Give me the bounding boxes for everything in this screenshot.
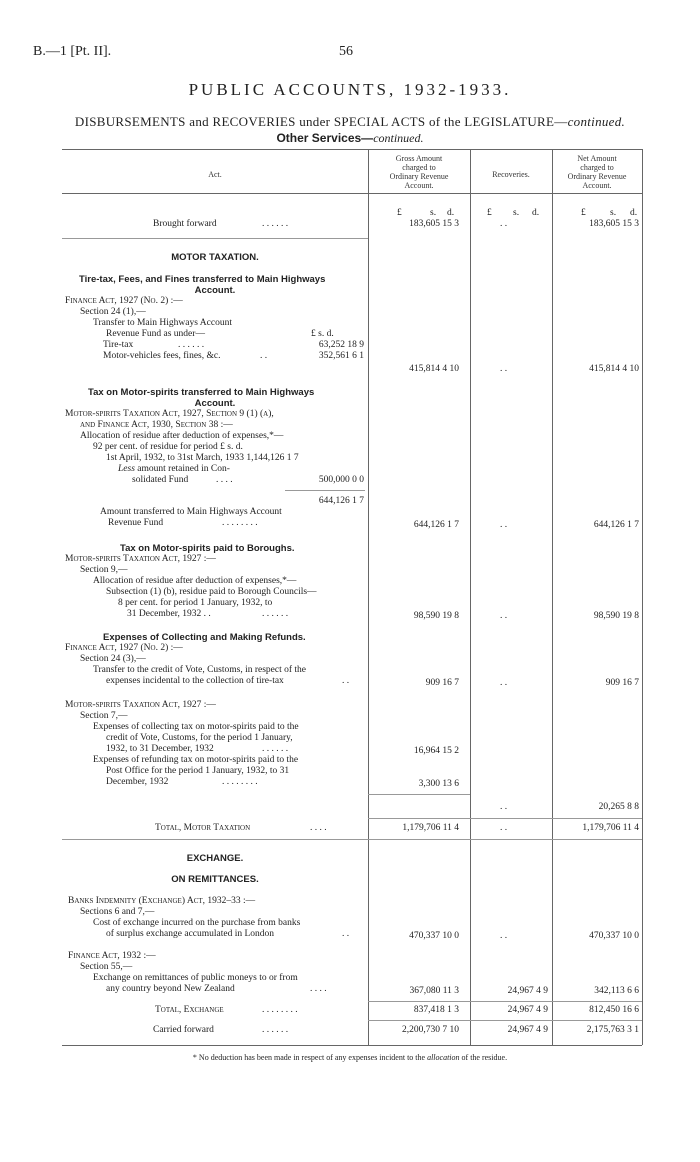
sub-heading: ON REMITTANCES. (171, 874, 259, 885)
line-text: of surplus exchange accumulated in London (106, 929, 275, 939)
amount-recoveries: . . (500, 678, 508, 688)
amount-recoveries: . . (500, 802, 508, 812)
leader-dots: . . . . . . (178, 340, 205, 350)
sub-heading: Account. (194, 285, 236, 296)
act-name: Motor-spirits Taxation Act, 1927 :— (65, 700, 216, 710)
section-ref: Section 7,— (80, 711, 128, 721)
total-net: 812,450 16 6 (589, 1005, 639, 1015)
leader-dots: . . (342, 929, 350, 939)
subtotal-rule (368, 794, 470, 795)
total-net: 1,179,706 11 4 (582, 823, 639, 833)
unit-header: £ s. d. (311, 329, 334, 339)
line-text: 1932, to 31 December, 1932 (106, 744, 214, 754)
line-text: Revenue Fund (108, 518, 164, 528)
line-text: expenses incidental to the collection of tire-tax (106, 676, 284, 686)
amount-recoveries: 24,967 4 9 (507, 986, 548, 996)
total-recoveries: . . (500, 823, 508, 833)
divider (62, 839, 642, 840)
inline-amount: 500,000 0 0 (318, 475, 364, 485)
line-text: Expenses of collecting tax on motor-spirits paid to the (93, 722, 299, 732)
act-name: Banks Indemnity (Exchange) Act, 1932–33 :— (68, 896, 256, 906)
unit-s: s. (430, 208, 437, 218)
act-name: Finance Act, 1927 (No. 2) :— (65, 296, 183, 306)
act-name: Motor-spirits Taxation Act, 1927 :— (65, 554, 216, 564)
page-number: 56 (339, 44, 353, 59)
amount-net: 470,337 10 0 (589, 931, 639, 941)
total-recoveries: 24,967 4 9 (507, 1005, 548, 1015)
leader-dots: . . . . (216, 475, 233, 485)
unit-s: s. (610, 208, 617, 218)
carried-forward-recoveries: 24,967 4 9 (507, 1025, 548, 1035)
line-text: 1st April, 1932, to 31st March, 1933 1,144,126 1 7 (106, 453, 299, 463)
header-bottom-rule (62, 193, 642, 194)
act-name: Finance Act, 1932 :— (68, 951, 156, 961)
section-ref: Sections 6 and 7,— (80, 907, 155, 917)
leader-dots: . . . . . . . . (222, 518, 258, 528)
page-subtitle: DISBURSEMENTS and RECOVERIES under SPECIAL ACTS of the LEGISLATURE—continued. (74, 114, 626, 129)
amount-recoveries: . . (500, 931, 508, 941)
brought-forward-net: 183,605 15 3 (589, 219, 639, 229)
inline-amount: 644,126 1 7 (318, 496, 364, 506)
section-heading: MOTOR TAXATION. (171, 252, 259, 263)
leader-dots: . . . . . . . . (222, 777, 258, 787)
subtotal-rule (285, 490, 365, 491)
line-text: Transfer to Main Highways Account (93, 318, 232, 328)
amount-recoveries: . . (500, 611, 508, 621)
unit-pound: £ (397, 208, 402, 218)
inline-amount: 352,561 6 1 (318, 351, 364, 361)
act-name: Finance Act, 1927 (No. 2) :— (65, 643, 183, 653)
column-divider (368, 149, 369, 1045)
total-label: Total, Motor Taxation (155, 823, 251, 833)
unit-d: d. (630, 208, 638, 218)
sub-heading: Expenses of Collecting and Making Refunds. (103, 632, 306, 643)
total-rule (368, 1001, 642, 1002)
amount-gross: 3,300 13 6 (418, 779, 459, 789)
amount-net: 98,590 19 8 (593, 611, 639, 621)
act-name: and Finance Act, 1930, Section 38 :— (80, 420, 233, 430)
amount-gross: 98,590 19 8 (413, 611, 459, 621)
amount-net: 415,814 4 10 (589, 364, 639, 374)
line-text: Revenue Fund as under— (106, 329, 205, 339)
unit-s: s. (513, 208, 520, 218)
amount-recoveries: . . (500, 520, 508, 530)
amount-recoveries: . . (500, 364, 508, 374)
divider (62, 238, 368, 239)
table-top-rule (62, 149, 642, 150)
line-text: Less amount retained in Con- (118, 464, 230, 474)
section-ref: Section 55,— (80, 962, 133, 972)
line-text: Expenses of refunding tax on motor-spirits paid to the (93, 755, 299, 765)
line-text: Exchange on remittances of public moneys to or from (93, 973, 298, 983)
leader-dots: . . . . . . (262, 609, 289, 619)
inline-amount: 63,252 18 9 (318, 340, 364, 350)
total-rule (368, 1020, 642, 1021)
line-text: Motor-vehicles fees, fines, &c. (103, 351, 221, 361)
unit-pound: £ (487, 208, 492, 218)
table-bottom-rule (62, 1045, 642, 1046)
unit-d: d. (447, 208, 455, 218)
total-label: Total, Exchange (155, 1005, 224, 1015)
amount-gross: 367,080 11 3 (409, 986, 459, 996)
leader-dots: . . . . . . . . (262, 1005, 298, 1015)
col-header-act: Act. (208, 170, 222, 179)
amount-net: 20,265 8 8 (598, 802, 639, 812)
col-header-gross: Gross Amount charged to Ordinary Revenue Account. (389, 154, 449, 190)
amount-net: 909 16 7 (605, 678, 639, 688)
sub-heading: Account. (194, 398, 236, 409)
amount-gross: 470,337 10 0 (409, 931, 459, 941)
column-divider (552, 149, 553, 1045)
line-text: Post Office for the period 1 January, 1932, to 31 (106, 766, 290, 776)
column-divider (470, 149, 471, 1045)
line-text: Tire-tax (103, 340, 134, 350)
col-header-net: Net Amount charged to Ordinary Revenue Account. (567, 154, 627, 190)
leader-dots: . . . . . . (262, 219, 289, 229)
carried-forward-net: 2,175,763 3 1 (586, 1025, 639, 1035)
section-ref: Section 24 (1),— (80, 307, 146, 317)
line-text: Transfer to the credit of Vote, Customs, in respect of the (93, 665, 307, 675)
section-title: Other Services—continued. (276, 131, 424, 145)
page-reference: B.—1 [Pt. II]. (33, 44, 112, 59)
section-heading: EXCHANGE. (186, 853, 244, 864)
brought-forward-gross: 183,605 15 3 (409, 219, 459, 229)
line-text: 31 December, 1932 . . (127, 609, 211, 619)
line-text: any country beyond New Zealand (106, 984, 235, 994)
amount-net: 342,113 6 6 (594, 986, 639, 996)
amount-gross: 415,814 4 10 (409, 364, 459, 374)
carried-forward-gross: 2,200,730 7 10 (402, 1025, 459, 1035)
leader-dots: . . (342, 676, 350, 686)
leader-dots: . . . . . . (262, 744, 289, 754)
sub-heading: Tax on Motor-spirits transferred to Main Highways (88, 387, 315, 398)
leader-dots: . . . . . . (262, 1025, 289, 1035)
line-text: Allocation of residue after deduction of expenses,*— (93, 576, 297, 586)
section-ref: Section 24 (3),— (80, 654, 146, 664)
total-gross: 1,179,706 11 4 (402, 823, 459, 833)
unit-pound: £ (581, 208, 586, 218)
unit-d: d. (532, 208, 540, 218)
amount-gross: 909 16 7 (425, 678, 459, 688)
line-text: Subsection (1) (b), residue paid to Borough Councils— (106, 587, 317, 597)
amount-net: 644,126 1 7 (593, 520, 639, 530)
line-text: credit of Vote, Customs, for the period 1 January, (106, 733, 293, 743)
line-text: 8 per cent. for period 1 January, 1932, to (118, 598, 273, 608)
leader-dots: . . . . (310, 823, 327, 833)
col-header-recoveries: Recoveries. (492, 170, 530, 179)
line-text: solidated Fund (132, 475, 189, 485)
act-name: Motor-spirits Taxation Act, 1927, Section 9 (1) (a), (65, 409, 274, 419)
section-ref: Section 9,— (80, 565, 128, 575)
column-divider (642, 149, 643, 1045)
amount-gross: 16,964 15 2 (413, 746, 459, 756)
leader-dots: . . (260, 351, 268, 361)
line-text: Cost of exchange incurred on the purchase from banks (93, 918, 301, 928)
sub-heading: Tire-tax, Fees, and Fines transferred to Main Highways (79, 274, 326, 285)
line-text: Amount transferred to Main Highways Account (100, 507, 282, 517)
total-gross: 837,418 1 3 (413, 1005, 459, 1015)
footnote: * No deduction has been made in respect of any expenses incident to the allocation of the residue. (192, 1053, 508, 1062)
line-text: December, 1932 (106, 777, 169, 787)
amount-gross: 644,126 1 7 (413, 520, 459, 530)
line-text: Allocation of residue after deduction of expenses,*— (80, 431, 284, 441)
sub-heading: Tax on Motor-spirits paid to Boroughs. (120, 543, 295, 554)
page-title: PUBLIC ACCOUNTS, 1932-1933. (188, 80, 512, 99)
brought-forward-recoveries: . . (500, 219, 508, 229)
leader-dots: . . . . (310, 984, 327, 994)
brought-forward-label: Brought forward (153, 219, 217, 229)
total-rule (368, 818, 642, 819)
carried-forward-label: Carried forward (153, 1025, 214, 1035)
line-text: 92 per cent. of residue for period £ s. d. (93, 442, 243, 452)
